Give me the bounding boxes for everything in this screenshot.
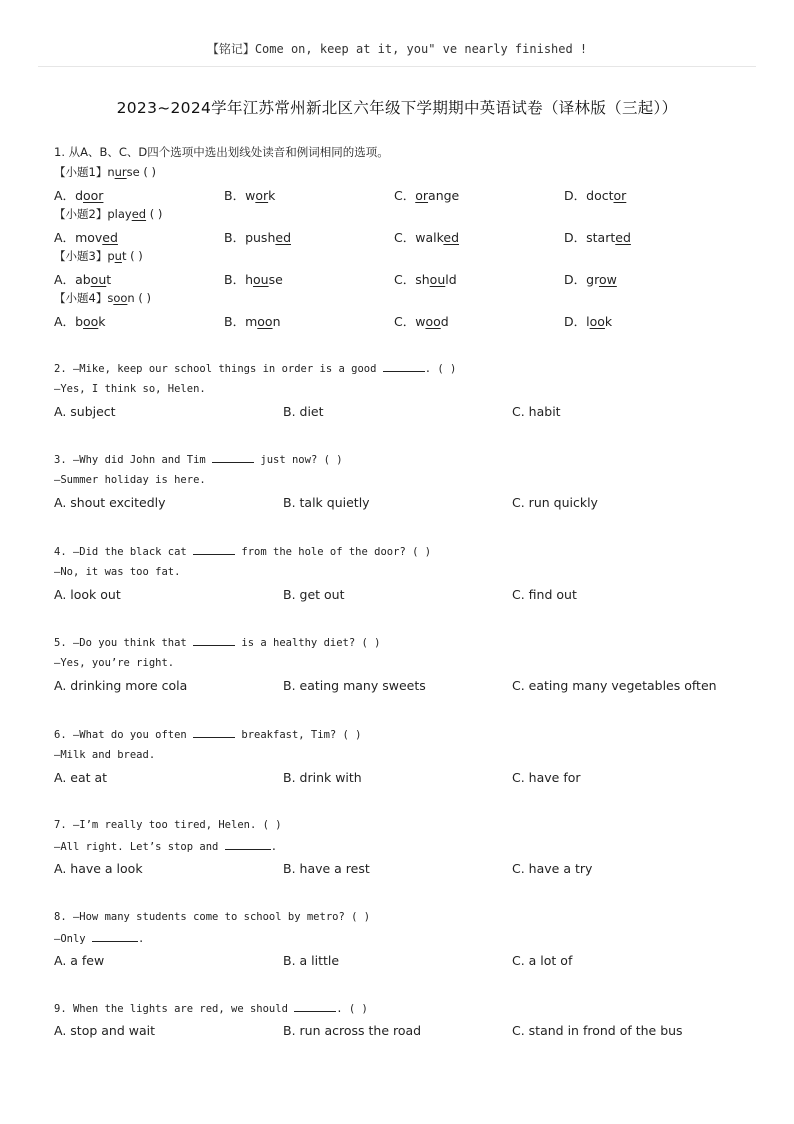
question-4-stem [54,545,431,558]
subquestion-2-prompt [54,206,162,222]
option-letter: B． [224,230,246,245]
example-word-underlined: oo [113,291,128,305]
option-word-part: t [106,272,112,287]
example-word-underlined: ur [114,165,127,179]
question-text: is a healthy diet? ( ) [235,637,381,649]
option-word-underlined: oo [257,314,273,329]
header-divider [38,66,756,67]
option-word-part: ld [445,272,457,287]
question-2-reply [54,383,206,395]
question-9-option-b[interactable]: B. run across the road [283,1023,422,1038]
question-text: —What do you often [72,729,194,741]
option-letter: A． [54,230,76,245]
question-7-option-b[interactable]: B. have a rest [283,861,370,876]
question-6-reply [54,749,155,761]
question-8-reply [54,932,144,945]
example-word-part: p [107,249,115,263]
option-a[interactable] [54,270,111,288]
question-text: —Did the black cat [72,546,194,558]
question-number: 5. [54,637,73,649]
answer-parentheses: ( ) [134,291,151,305]
option-word-part: k [98,314,106,329]
question-4-option-c[interactable]: C. find out [512,587,577,602]
question-5-option-c[interactable]: C. eating many vegetables often [512,678,717,693]
reply-text: —Milk and bread. [54,749,156,761]
question-text: —Why did John and Tim [72,454,213,466]
question-1-stem: 1. 从A、B、C、D四个选项中选出划线处读音和例词相同的选项。 [54,145,389,159]
option-d[interactable] [564,228,631,246]
subquestion-4-prompt [54,290,151,306]
header-motto: 【铭记】Come on, keep at it, you" ve nearly finished ! [206,42,588,56]
question-number: 7. [54,819,73,831]
question-3-option-c[interactable]: C. run quickly [512,495,598,510]
question-6-option-a[interactable]: A. eat at [54,770,108,785]
question-text: When the lights are red, we should [72,1003,295,1015]
option-word-part: d [440,314,449,329]
option-b[interactable] [224,186,275,204]
option-d[interactable] [564,312,612,330]
option-word-underlined: ed [102,230,118,245]
subquestion-3-prompt [54,248,143,264]
question-text: —Do you think that [72,637,194,649]
option-c[interactable] [394,312,449,330]
question-5-option-b[interactable]: B. eating many sweets [283,678,426,693]
option-word-part: h [245,272,254,287]
option-word-part: start [586,230,616,245]
option-word-part: l [586,314,590,329]
question-5-option-a[interactable]: A. drinking more cola [54,678,188,693]
option-letter: B． [224,314,246,329]
option-letter: D． [564,230,587,245]
question-number: 6. [54,729,73,741]
option-word-part: ange [428,188,460,203]
question-9-option-c[interactable]: C. stand in frond of the bus [512,1023,683,1038]
option-letter: A． [54,314,76,329]
question-7-option-a[interactable]: A. have a look [54,861,143,876]
question-6-option-c[interactable]: C. have for [512,770,581,785]
option-word-part: b [75,314,83,329]
option-c[interactable] [394,228,459,246]
option-letter: B． [224,188,246,203]
option-letter: C． [394,188,416,203]
option-word-underlined: ed [275,230,291,245]
question-7-option-c[interactable]: C. have a try [512,861,593,876]
option-word-underlined: ou [90,272,107,287]
answer-blank[interactable] [92,932,138,942]
answer-blank[interactable] [225,840,271,850]
example-word-part: se [126,165,140,179]
reply-text: —No, it was too fat. [54,566,181,578]
option-word-part: w [415,314,426,329]
subquestion-1-prompt [54,164,156,180]
question-9-option-a[interactable]: A. stop and wait [54,1023,155,1038]
example-word-part: n [107,165,115,179]
question-text: —Mike, keep our school things in order is a good [72,363,383,375]
answer-blank[interactable] [193,728,235,738]
option-letter: D． [564,188,587,203]
answer-parentheses: ( ) [146,207,163,221]
option-word-part: ab [75,272,91,287]
question-text: —How many students come to school by metro? ( ) [72,911,371,923]
answer-parentheses: ( ) [139,165,157,179]
question-3-option-a[interactable]: A. shout excitedly [54,495,166,510]
option-word-part: walk [415,230,444,245]
question-2-option-b[interactable]: B. diet [283,404,324,419]
option-a[interactable] [54,312,106,330]
question-5-stem [54,636,380,649]
example-word-part: t [121,249,127,263]
question-8-option-b[interactable]: B. a little [283,953,340,968]
example-word-underlined: u [114,249,122,263]
question-number: 3. [54,454,73,466]
option-word-underlined: or [613,188,627,203]
option-letter: A． [54,188,76,203]
option-word-underlined: oo [425,314,441,329]
question-6-option-b[interactable]: B. drink with [283,770,362,785]
question-4-option-a[interactable]: A. look out [54,587,121,602]
answer-blank[interactable] [383,362,425,372]
subquestion-label: 【小题2】 [54,207,108,221]
question-2-option-a[interactable]: A. subject [54,404,116,419]
exam-title: 2023~2024学年江苏常州新北区六年级下学期期中英语试卷（译林版（三起）） [116,99,678,117]
question-2-stem [54,362,456,375]
subquestion-label: 【小题3】 [54,249,108,263]
question-text: . ( ) [336,1003,368,1015]
option-word-part: w [245,188,256,203]
question-8-stem [54,911,370,923]
example-word-underlined: ed [131,207,147,221]
question-3-reply [54,474,206,486]
option-word-underlined: ed [615,230,631,245]
question-8-option-c[interactable]: C. a lot of [512,953,573,968]
option-word-underlined: ou [253,272,269,287]
option-word-underlined: oor [83,188,104,203]
option-d[interactable] [564,186,626,204]
question-6-stem [54,728,362,741]
option-word-part: mov [75,230,103,245]
question-7-stem [54,819,282,831]
reply-text: —Yes, you’re right. [54,657,175,669]
question-5-reply [54,657,174,669]
option-word-part: se [268,272,283,287]
option-word-part: gr [586,272,599,287]
option-b[interactable] [224,228,291,246]
option-letter: C． [394,314,416,329]
option-word-part: d [75,188,83,203]
option-letter: C． [394,272,416,287]
option-letter: C． [394,230,416,245]
option-word-underlined: oo [589,314,605,329]
option-word-underlined: ed [443,230,460,245]
option-word-part: sh [415,272,430,287]
option-c[interactable] [394,270,457,288]
subquestion-label: 【小题4】 [54,291,108,305]
option-word-underlined: or [255,188,269,203]
option-word-underlined: or [415,188,429,203]
option-letter: D． [564,272,587,287]
example-word-part: n [127,291,135,305]
reply-text: . [137,933,145,945]
example-word-part: s [107,291,114,305]
answer-blank[interactable] [193,636,235,646]
option-b[interactable] [224,270,283,288]
question-4-option-b[interactable]: B. get out [283,587,345,602]
option-b[interactable] [224,312,281,330]
option-letter: B． [224,272,246,287]
question-text: . ( ) [424,363,457,375]
option-word-underlined: ow [598,272,617,287]
option-d[interactable] [564,270,617,288]
answer-blank[interactable] [212,453,254,463]
option-a[interactable] [54,186,103,204]
question-3-option-b[interactable]: B. talk quietly [283,495,370,510]
option-word-part: push [245,230,276,245]
option-word-underlined: ou [429,272,446,287]
example-word-part: play [107,207,132,221]
option-letter: A． [54,272,76,287]
question-8-option-a[interactable]: A. a few [54,953,105,968]
question-text: just now? ( ) [254,454,343,466]
question-number: 4. [54,546,73,558]
option-c[interactable] [394,186,459,204]
reply-text: —Yes, I think so, Helen. [54,383,206,395]
subquestion-label: 【小题1】 [54,165,108,179]
option-word-part: m [245,314,258,329]
answer-parentheses: ( ) [126,249,143,263]
reply-text: —Summer holiday is here. [54,474,206,486]
question-4-reply [54,566,180,578]
question-7-reply [54,840,277,853]
question-number: 9. [54,1003,73,1015]
option-a[interactable] [54,228,118,246]
question-text: —I’m really too tired, Helen. ( ) [72,819,282,831]
question-9-stem [54,1002,368,1015]
option-word-underlined: oo [83,314,99,329]
option-word-part: k [268,188,276,203]
question-number: 8. [54,911,73,923]
option-word-part: n [272,314,281,329]
question-3-stem [54,453,343,466]
answer-blank[interactable] [193,545,235,555]
reply-text: —Only [54,933,92,945]
reply-text: . [270,841,278,853]
reply-text: —All right. Let’s stop and [54,841,225,853]
question-text: from the hole of the door? ( ) [235,546,432,558]
question-2-option-c[interactable]: C. habit [512,404,561,419]
option-word-part: k [604,314,613,329]
option-letter: D． [564,314,587,329]
answer-blank[interactable] [294,1002,336,1012]
option-word-part: doct [586,188,614,203]
question-number: 2. [54,363,73,375]
question-text: breakfast, Tim? ( ) [235,729,362,741]
